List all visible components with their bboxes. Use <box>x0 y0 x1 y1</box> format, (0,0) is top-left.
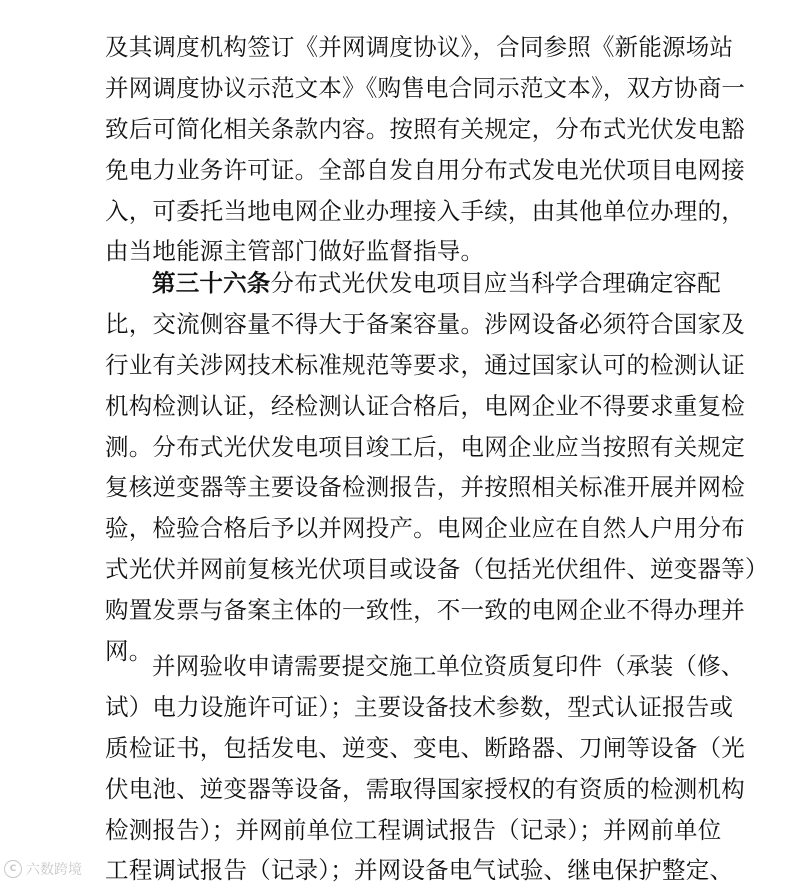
text-line: 伏电池、逆变器等设备，需取得国家授权的有资质的检测机构 <box>105 774 745 803</box>
watermark <box>4 856 82 882</box>
text-line: 及其调度机构签订《并网调度协议》，合同参照《新能源场站 <box>105 33 734 61</box>
text-line <box>105 646 745 687</box>
text-line: 验，检验合格后予以并网投产。电网企业应在自然人户用分布 <box>105 514 745 543</box>
watermark-logo-icon: C <box>4 860 22 878</box>
text-line: 行业有关涉网技术标准规范等要求，通过国家认可的检测认证 <box>105 350 745 379</box>
paragraph-article-36 <box>105 263 769 672</box>
text-line: 致后可简化相关条款内容。按照有关规定，分布式光伏发电豁 <box>105 114 745 143</box>
text-line: 由当地能源主管部门做好监督指导。 <box>105 237 485 266</box>
text-line <box>105 263 721 304</box>
text-line: 式光伏并网前复核光伏项目或设备（包括光伏组件、逆变器等） <box>105 555 769 584</box>
text-run: 并网验收申请需要提交施工单位资质复印件（承装（修、 <box>152 652 745 680</box>
text-line: 入，可委托当地电网企业办理接入手续，由其他单位办理的， <box>105 196 745 225</box>
text-line: 免电力业务许可证。全部自发自用分布式发电光伏项目电网接 <box>105 155 745 184</box>
article-heading: 第三十六条 <box>152 269 271 297</box>
text-line: 复核逆变器等主要设备检测报告，并按照相关标准开展并网检 <box>105 473 745 502</box>
text-line: 质检证书，包括发电、逆变、变电、断路器、刀闸等设备（光 <box>105 733 745 762</box>
text-line: 比，交流侧容量不得大于备案容量。涉网设备必须符合国家及 <box>105 309 745 338</box>
text-line: 并网调度协议示范文本》《购售电合同示范文本》，双方协商一 <box>105 73 746 102</box>
text-line: 机构检测认证，经检测认证合格后，电网企业不得要求重复检 <box>105 391 745 420</box>
paragraph-3 <box>105 646 745 891</box>
text-line: 测。分布式光伏发电项目竣工后，电网企业应当按照有关规定 <box>105 432 745 461</box>
text-line: 检测报告）；并网前单位工程调试报告（记录）；并网前单位 <box>105 815 722 844</box>
text-line: 网。 <box>105 637 153 666</box>
paragraph-1 <box>105 27 746 272</box>
text-line: 工程调试报告（记录）；并网设备电气试验、继电保护整定、 <box>105 856 734 885</box>
text-run: 分布式光伏发电项目应当科学合理确定容配 <box>270 269 721 297</box>
text-line: 购置发票与备案主体的一致性，不一致的电网企业不得办理并 <box>105 596 745 625</box>
watermark-text: 六数跨境 <box>26 862 82 878</box>
text-line: 试）电力设施许可证）；主要设备技术参数，型式认证报告或 <box>105 692 734 721</box>
